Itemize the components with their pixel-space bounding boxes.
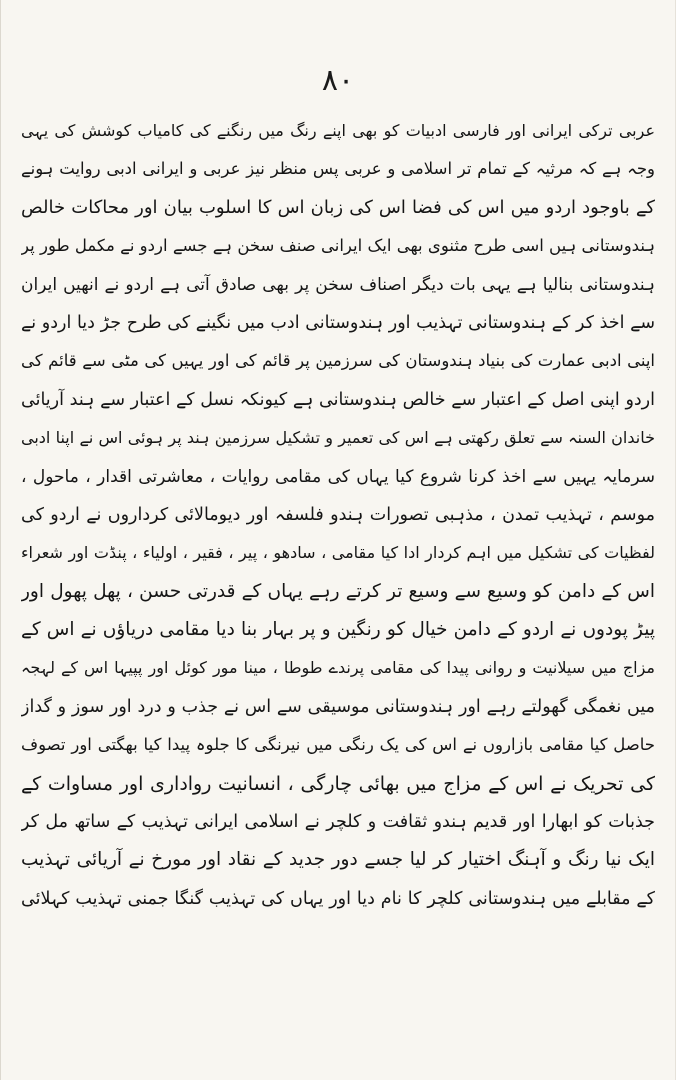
text-line-20: ایک نیا رنگ و آہنگ اختیار کر لیا جسے دور جدید کے نقاد اور مورخ نے آریائی تہذیب <box>21 849 655 871</box>
body-text <box>21 112 655 918</box>
text-line-14: پیڑ پودوں نے اردو کے دامن خیال کو رنگین و پر بہار بنا دیا مقامی دریاؤں نے اس کے <box>21 619 655 641</box>
text-line-15: مزاج میں سیلانیت و روانی پیدا کی مقامی پرندے طوطا ، مینا مور کوئل اور پپیہا اس کے لہجہ <box>21 658 655 678</box>
text-line-4: ہندوستانی ہیں اسی طرح مثنوی بھی ایک ایرانی صنف سخن ہے جسے اردو نے مکمل طور پر <box>21 236 655 256</box>
text-line-13: اس کے دامن کو وسیع سے وسیع تر کرتے رہے یہاں کے قدرتی حسن ، پھل پھول اور <box>21 580 655 602</box>
text-line-12: لفظیات کی تشکیل میں اہم کردار ادا کیا مقامی ، سادھو ، پیر ، فقیر ، اولیاء ، پنڈت اور شعراء <box>21 543 655 563</box>
page-number: ۸۰ <box>321 63 355 98</box>
text-line-3: کے باوجود اردو میں اس کی فضا اس کی زبان اس کا اسلوب بیان اور محاکات خالص <box>21 196 655 218</box>
text-line-2: وجہ ہے کہ مرثیہ کے تمام تر اسلامی و عربی پس منظر نیز عربی و ایرانی ادبی روایت ہونے <box>21 159 655 179</box>
text-line-18: کی تحریک نے اس کے مزاج میں بھائی چارگی ، انسانیت رواداری اور مساوات کے <box>21 772 655 795</box>
text-line-19: جذبات کو ابھارا اور قدیم ہندو ثقافت و کلچر نے اسلامی ایرانی تہذیب کے ساتھ مل کر <box>21 812 655 833</box>
text-line-8: اردو اپنی اصل کے اعتبار سے خالص ہندوستانی ہے کیونکہ نسل کے اعتبار سے ہند آریائی <box>21 389 655 410</box>
text-line-5: ہندوستانی بنالیا ہے یہی بات دیگر اصناف سخن پر بھی صادق آتی ہے اردو نے انھیں ایران <box>21 274 655 295</box>
text-line-10: سرمایہ یہیں سے اخذ کرنا شروع کیا یہاں کی مقامی روایات ، معاشرتی اقدار ، ماحول ، <box>21 466 655 487</box>
text-line-21: کے مقابلے میں ہندوستانی کلچر کا نام دیا اور یہاں کی تہذیب گنگا جمنی تہذیب کہلائی <box>21 888 655 909</box>
text-line-1: عربی ترکی ایرانی اور فارسی ادبیات کو بھی اپنے رنگ میں رنگنے کی کامیاب کوشش کی یہی <box>21 121 655 140</box>
text-line-9: خاندان السنہ سے تعلق رکھتی ہے اس کی تعمیر و تشکیل سرزمین ہند پر ہوئی اس نے اپنا ادبی <box>21 428 655 448</box>
text-line-11: موسم ، تہذیب تمدن ، مذہبی تصورات ہندو فلسفہ اور دیومالائی کرداروں نے اردو کی <box>21 504 655 525</box>
text-line-16: میں نغمگی گھولتے رہے اور ہندوستانی موسیقی سے اس نے جذب و درد اور سوز و گداز <box>21 696 655 717</box>
text-line-17: حاصل کیا مقامی بازاروں نے اس کی یک رنگی میں نیرنگی کا جلوہ پیدا کیا بھگتی اور تصوف <box>21 735 655 755</box>
text-line-7: اپنی ادبی عمارت کی بنیاد ہندوستان کی سرزمین پر قائم کی اور یہیں کی مٹی سے قائم کی <box>21 351 655 371</box>
text-line-6: سے اخذ کر کے ہندوستانی تہذیب اور ہندوستانی ادب میں نگینے کی طرح جڑ دیا اردو نے <box>21 312 655 333</box>
